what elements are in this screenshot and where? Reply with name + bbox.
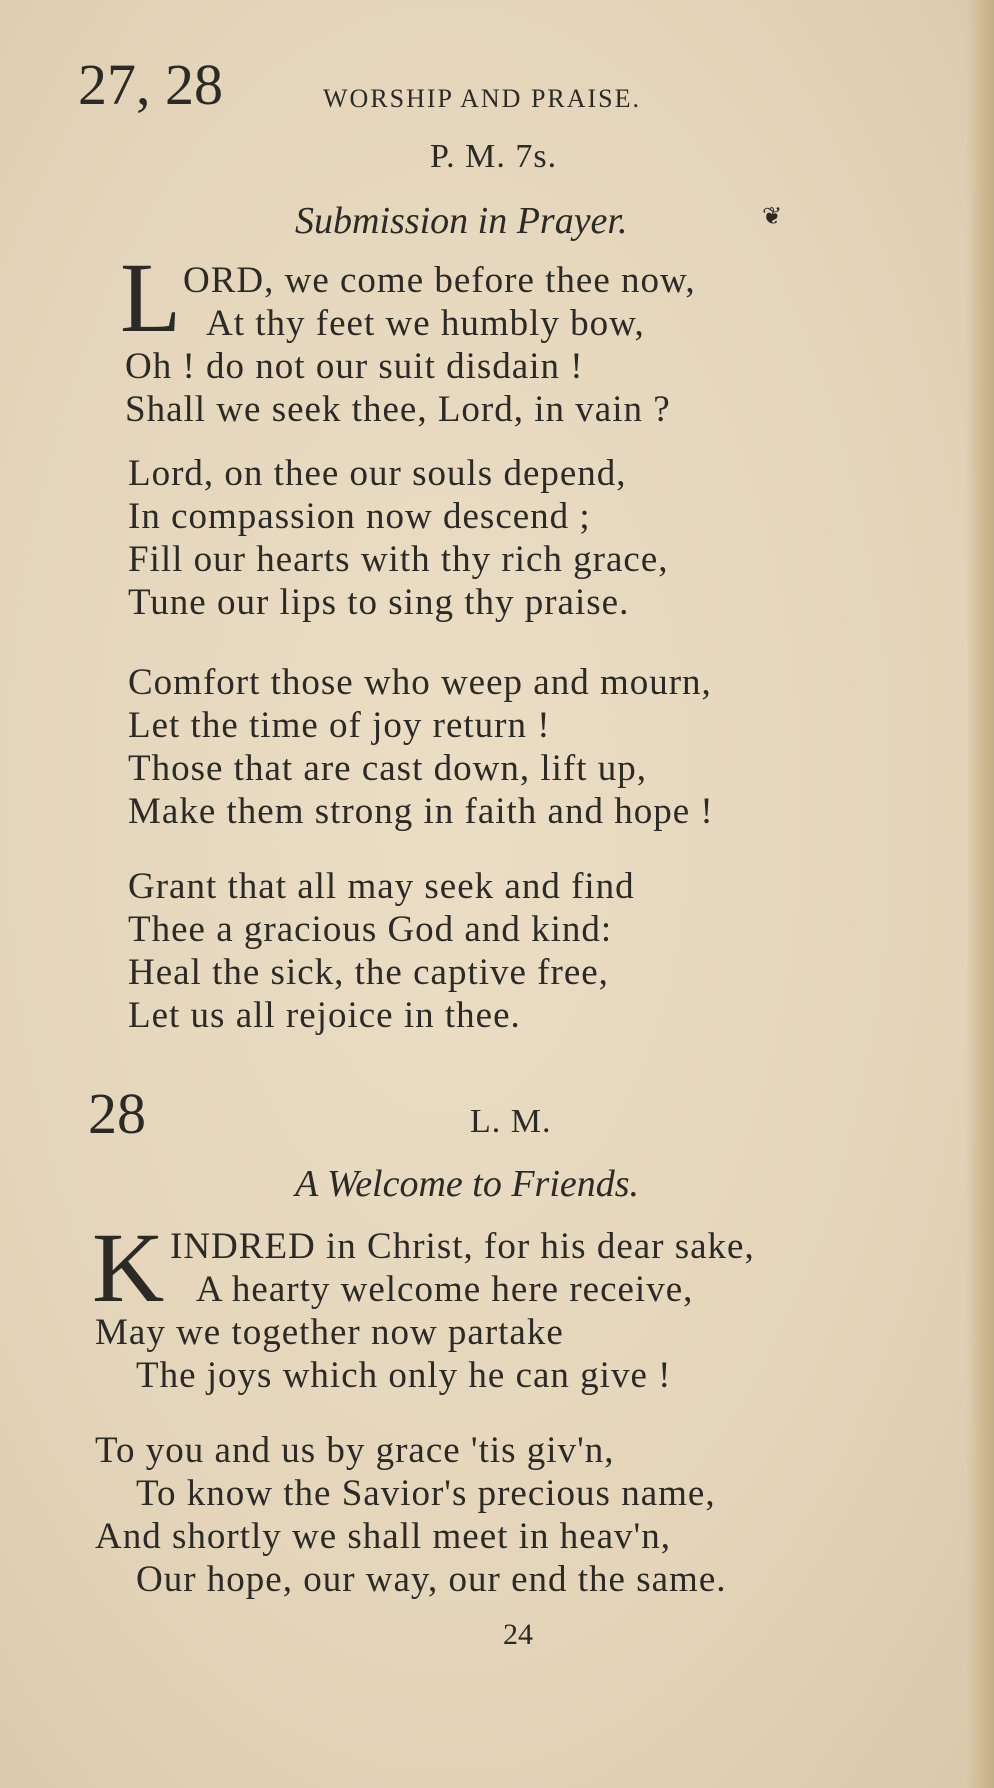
hymn-27-stanza-2-line-4: Tune our lips to sing thy praise. — [128, 582, 630, 623]
page-number: 24 — [503, 1618, 533, 1651]
hymn-27-stanza-4-line-1: Grant that all may seek and find — [128, 866, 635, 907]
decorative-mark-icon: ❦ — [762, 204, 783, 230]
hymn-27-stanza-4-line-4: Let us all rejoice in thee. — [128, 995, 521, 1036]
hymn-27-stanza-4-line-3: Heal the sick, the captive free, — [128, 952, 609, 993]
hymn-28-stanza-1-line-4: The joys which only he can give ! — [136, 1355, 672, 1396]
hymn-28-stanza-2-line-3: And shortly we shall meet in heav'n, — [95, 1516, 671, 1557]
hymn-27-stanza-3-line-4: Make them strong in faith and hope ! — [128, 791, 714, 832]
hymn-28-number: 28 — [88, 1081, 146, 1146]
hymn-27-stanza-4-line-2: Thee a gracious God and kind: — [128, 909, 613, 950]
hymn-28-title: A Welcome to Friends. — [295, 1163, 640, 1205]
hymn-28-stanza-1-line-2: A hearty welcome here receive, — [196, 1269, 694, 1310]
hymn-27-stanza-1-line-4: Shall we seek thee, Lord, in vain ? — [125, 389, 671, 430]
hymn-28-drop-cap: K — [92, 1212, 165, 1323]
hymn-27-stanza-2-line-2: In compassion now descend ; — [128, 496, 591, 537]
hymn-27-stanza-2-line-1: Lord, on thee our souls depend, — [128, 453, 627, 494]
hymn-27-stanza-3-line-2: Let the time of joy return ! — [128, 705, 551, 746]
hymn-28-stanza-2-line-4: Our hope, our way, our end the same. — [136, 1559, 727, 1600]
hymn-27-title: Submission in Prayer. — [295, 200, 628, 242]
hymn-28-meter: L. M. — [470, 1103, 552, 1140]
hymn-28-stanza-1-line-1: INDRED in Christ, for his dear sake, — [170, 1226, 755, 1267]
hymn-27-meter: P. M. 7s. — [430, 138, 558, 175]
hymn-27-drop-cap: L — [120, 242, 182, 353]
hymn-28-stanza-2-line-1: To you and us by grace 'tis giv'n, — [95, 1430, 615, 1471]
hymn-27-stanza-3-line-3: Those that are cast down, lift up, — [128, 748, 647, 789]
running-head-hymn-numbers: 27, 28 — [78, 52, 223, 117]
hymn-27-stanza-1-line-3: Oh ! do not our suit disdain ! — [125, 346, 584, 387]
hymn-27-stanza-1-line-1: ORD, we come before thee now, — [183, 260, 696, 301]
hymn-27-stanza-3-line-1: Comfort those who weep and mourn, — [128, 662, 712, 703]
page-edge-shadow — [966, 0, 994, 1788]
running-head-section-title: WORSHIP AND PRAISE. — [323, 84, 642, 113]
hymn-27-stanza-2-line-3: Fill our hearts with thy rich grace, — [128, 539, 669, 580]
hymn-28-stanza-2-line-2: To know the Savior's precious name, — [136, 1473, 716, 1514]
hymn-28-stanza-1-line-3: May we together now partake — [95, 1312, 564, 1353]
hymn-27-stanza-1-line-2: At thy feet we humbly bow, — [206, 303, 645, 344]
